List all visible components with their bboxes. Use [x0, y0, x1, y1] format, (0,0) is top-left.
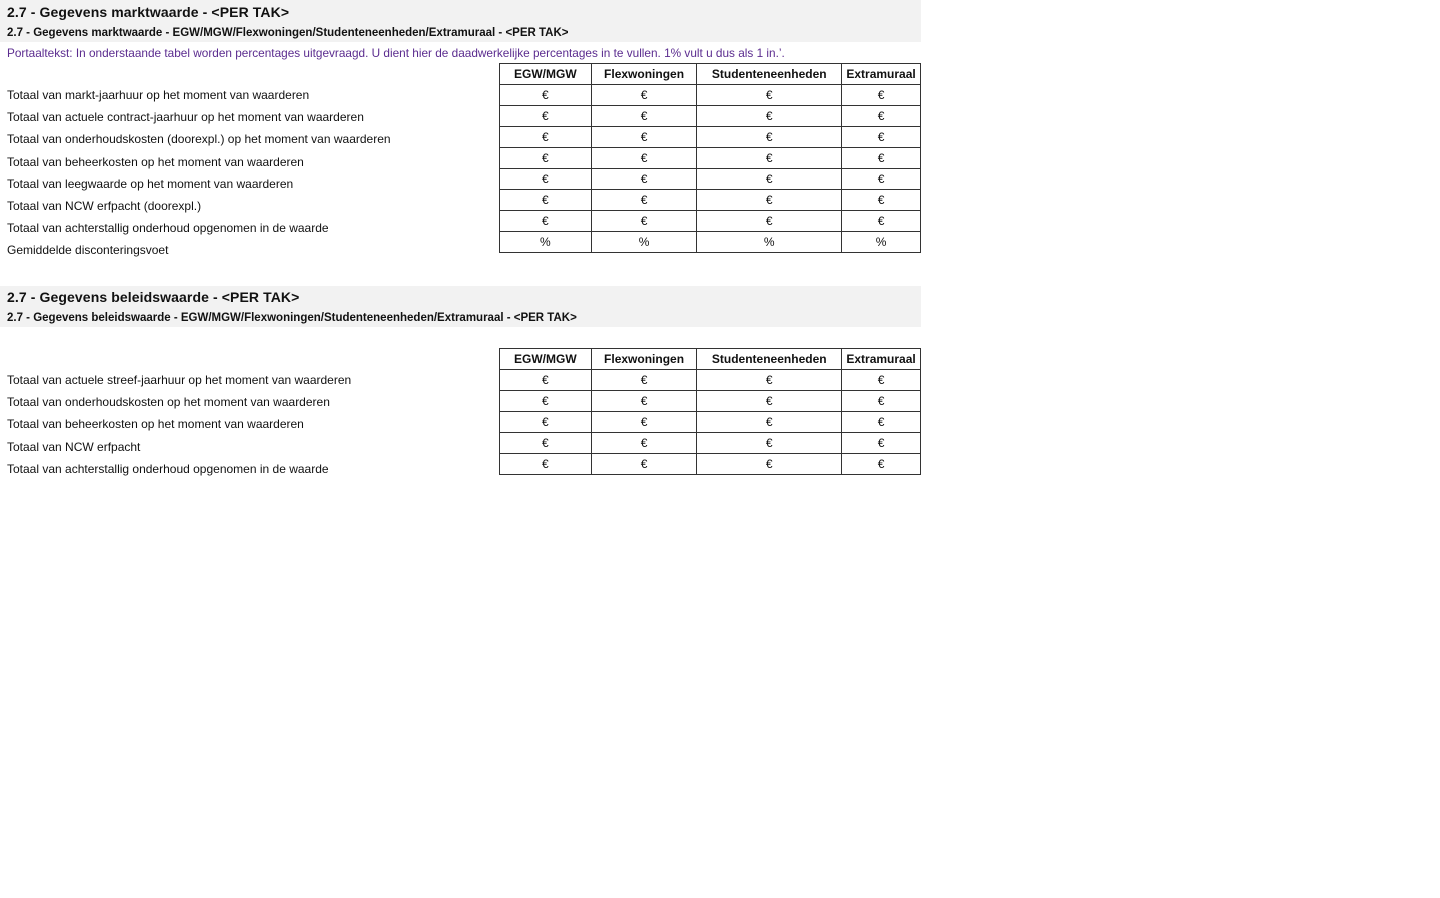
column-header: Flexwoningen — [591, 64, 697, 85]
value-cell[interactable]: € — [697, 433, 842, 454]
value-cell[interactable]: % — [697, 232, 842, 253]
row-label: Totaal van achterstallig onderhoud opgenomen in de waarde — [7, 461, 329, 476]
beleidswaarde-title: 2.7 - Gegevens beleidswaarde - <PER TAK> — [7, 289, 300, 305]
row-label: Totaal van markt-jaarhuur op het moment van waarderen — [7, 88, 310, 102]
value-cell[interactable]: € — [500, 190, 592, 211]
value-cell[interactable]: € — [591, 412, 697, 433]
value-cell[interactable]: € — [697, 370, 842, 391]
value-cell[interactable]: € — [500, 433, 592, 454]
column-header: Extramuraal — [842, 349, 921, 370]
marktwaarde-subtitle: 2.7 - Gegevens marktwaarde - EGW/MGW/Flexwoningen/Studenteneenheden/Extramuraal - <PER TAK> — [7, 27, 569, 39]
value-cell[interactable]: € — [500, 106, 592, 127]
table-row — [500, 85, 921, 106]
value-cell[interactable]: € — [697, 211, 842, 232]
beleidswaarde-section — [0, 286, 921, 486]
value-cell[interactable]: € — [842, 412, 921, 433]
value-cell[interactable]: € — [842, 106, 921, 127]
value-cell[interactable]: € — [842, 391, 921, 412]
row-label: Gemiddelde disconteringsvoet — [7, 243, 169, 258]
table-row — [500, 391, 921, 412]
value-cell[interactable]: € — [842, 169, 921, 190]
value-cell[interactable]: € — [842, 148, 921, 169]
value-cell[interactable]: € — [591, 433, 697, 454]
value-cell[interactable]: € — [591, 211, 697, 232]
table-row — [500, 190, 921, 211]
value-cell[interactable]: € — [842, 454, 921, 475]
value-cell[interactable]: € — [500, 169, 592, 190]
marktwaarde-section — [0, 0, 921, 270]
table-row — [500, 106, 921, 127]
value-cell[interactable]: % — [500, 232, 592, 253]
table-row — [500, 211, 921, 232]
row-label: Totaal van onderhoudskosten (doorexpl.) op het moment van waarderen — [7, 132, 391, 147]
value-cell[interactable]: € — [842, 190, 921, 211]
value-cell[interactable]: € — [697, 127, 842, 148]
column-header: Studenteneenheden — [697, 64, 842, 85]
value-cell[interactable]: % — [842, 232, 921, 253]
value-cell[interactable]: € — [591, 85, 697, 106]
value-cell[interactable]: € — [591, 169, 697, 190]
table-row — [500, 412, 921, 433]
table-row — [500, 370, 921, 391]
table-row — [500, 232, 921, 253]
value-cell[interactable]: € — [500, 127, 592, 148]
column-header: EGW/MGW — [500, 64, 592, 85]
table-row — [500, 169, 921, 190]
value-cell[interactable]: € — [500, 370, 592, 391]
column-header: Extramuraal — [842, 64, 921, 85]
value-cell[interactable]: € — [697, 169, 842, 190]
column-header: Studenteneenheden — [697, 349, 842, 370]
value-cell[interactable]: € — [591, 106, 697, 127]
beleidswaarde-subtitle: 2.7 - Gegevens beleidswaarde - EGW/MGW/Flexwoningen/Studenteneenheden/Extramuraal - <PER TAK> — [7, 312, 577, 324]
value-cell[interactable]: € — [697, 190, 842, 211]
value-cell[interactable]: € — [591, 148, 697, 169]
table-row — [500, 127, 921, 148]
value-cell[interactable]: € — [500, 211, 592, 232]
beleidswaarde-table — [499, 348, 921, 475]
table-row — [500, 454, 921, 475]
value-cell[interactable]: € — [842, 370, 921, 391]
row-label: Totaal van beheerkosten op het moment van waarderen — [7, 154, 304, 169]
table-row — [500, 148, 921, 169]
column-header: Flexwoningen — [591, 349, 697, 370]
value-cell[interactable]: € — [500, 391, 592, 412]
row-label: Totaal van actuele streef-jaarhuur op het moment van waarderen — [7, 373, 352, 387]
marktwaarde-title: 2.7 - Gegevens marktwaarde - <PER TAK> — [7, 4, 290, 20]
table-row — [500, 433, 921, 454]
row-label: Totaal van leegwaarde op het moment van waarderen — [7, 176, 294, 191]
value-cell[interactable]: € — [591, 127, 697, 148]
value-cell[interactable]: € — [591, 370, 697, 391]
row-label: Totaal van onderhoudskosten op het moment van waarderen — [7, 395, 330, 410]
value-cell[interactable]: € — [591, 391, 697, 412]
value-cell[interactable]: € — [697, 454, 842, 475]
value-cell[interactable]: € — [842, 85, 921, 106]
value-cell[interactable]: € — [697, 148, 842, 169]
value-cell[interactable]: € — [500, 85, 592, 106]
row-label: Totaal van achterstallig onderhoud opgenomen in de waarde — [7, 221, 329, 236]
row-label: Totaal van NCW erfpacht (doorexpl.) — [7, 199, 202, 213]
portal-text: Portaaltekst: In onderstaande tabel worden percentages uitgevraagd. U dient hier de daadwerkelijke percentages in te vullen. 1% vult u dus als 1 in.’. — [7, 46, 785, 60]
value-cell[interactable]: € — [697, 412, 842, 433]
value-cell[interactable]: € — [500, 412, 592, 433]
value-cell[interactable]: % — [591, 232, 697, 253]
marktwaarde-table — [499, 63, 921, 253]
value-cell[interactable]: € — [842, 433, 921, 454]
row-label: Totaal van actuele contract-jaarhuur op het moment van waarderen — [7, 110, 364, 125]
value-cell[interactable]: € — [842, 211, 921, 232]
row-label: Totaal van beheerkosten op het moment van waarderen — [7, 417, 304, 432]
value-cell[interactable]: € — [697, 391, 842, 412]
value-cell[interactable]: € — [697, 85, 842, 106]
value-cell[interactable]: € — [591, 454, 697, 475]
column-header: EGW/MGW — [500, 349, 592, 370]
value-cell[interactable]: € — [500, 454, 592, 475]
value-cell[interactable]: € — [500, 148, 592, 169]
row-label: Totaal van NCW erfpacht — [7, 439, 141, 454]
value-cell[interactable]: € — [591, 190, 697, 211]
value-cell[interactable]: € — [842, 127, 921, 148]
value-cell[interactable]: € — [697, 106, 842, 127]
